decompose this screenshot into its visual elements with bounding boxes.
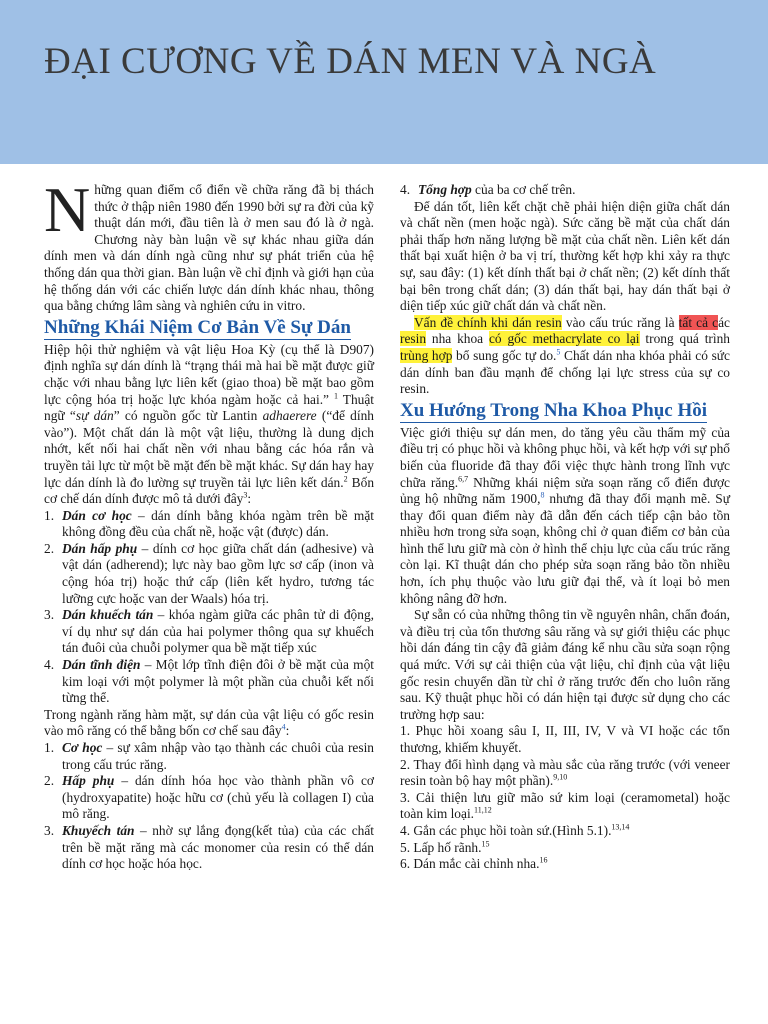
text-run: (“để dính vào”). Một chất dán là một vật liệu, thường là dung dịch nhớt, kết nối hai chất nền với nhau bằng các hóa rắn và truyền tải lực từ một bề mặt đến bề mặt khác. Sự dán hay hay lực dán dính là đo lường sự truyền tải lực liên kết dán. — [44, 408, 374, 490]
text-run: Thuật ngữ “ — [44, 391, 374, 424]
list-text: 4. Gắn các phục hồi toàn sứ.(Hình 5.1). — [400, 822, 612, 838]
list-number: 3. — [44, 822, 55, 838]
citation: 13,14 — [611, 822, 630, 832]
case-list — [400, 723, 730, 872]
highlight: Vấn đề chính khi dán resin — [414, 314, 562, 330]
list-text: – dán dính bằng khóa ngàm trên bề mặt không đồng đều của chất nề, hoặc vật (được) dán. — [62, 507, 374, 540]
text-run: Bốn cơ chế dán dính được mô tả dưới đây — [44, 474, 375, 507]
text-run: Hiệp hội thử nghiệm và vật liệu Hoa Kỳ (cụ thể là D907) định nghĩa sự dán dính là “trạng thái mà hai bề mặt được giữ chặc với nhau bằng lực liên kết (giao thoa) bề mặt bao gồm lực cộng hóa trị hoặc lực khóa ngàm hoặc cả hai.” — [44, 341, 374, 407]
list-item — [44, 773, 374, 823]
list-number: 3. — [44, 607, 55, 623]
dental-mechanism-list — [44, 740, 374, 873]
list-text: 5. Lấp hố rãnh. — [400, 839, 482, 855]
dental-paragraph — [44, 707, 374, 740]
list-item — [400, 840, 730, 857]
list-number: 1. — [44, 740, 55, 755]
section-heading: Xu Hướng Trong Nha Khoa Phục Hồi — [400, 399, 707, 421]
list-text: – nhờ sự lắng đọng(kết tủa) của các chất trên bề mặt răng mà các monomer của resin có thể dán dính cơ học hoặc hóa học. — [62, 822, 374, 872]
text-run: bổ sung gốc tự do. — [452, 347, 557, 363]
term: Dán khuếch tán — [62, 607, 154, 623]
list-item — [44, 823, 374, 873]
list-text: 2. Thay đổi hình dạng và màu sắc của răng trước (với veneer resin toàn bộ hay một phần). — [400, 756, 730, 789]
text-run: Những khái niệm sửa soạn răng cổ điển được ủng hộ những năm 1900, — [400, 474, 730, 507]
citation: 16 — [539, 855, 548, 865]
list-item — [400, 723, 730, 756]
citation: 11,12 — [474, 805, 492, 815]
resin-paragraph — [400, 315, 730, 398]
citation: 15 — [481, 839, 490, 849]
citation: 8 — [540, 490, 545, 500]
citation: 5 — [556, 347, 561, 357]
term: Dán hấp phụ — [62, 540, 138, 556]
citation: 3 — [243, 490, 248, 500]
list-item — [44, 541, 374, 607]
list-number: 4. — [44, 657, 55, 673]
list-text: – sự xâm nhập vào tạo thành các chuôi của resin trong cấu trúc răng. — [62, 740, 374, 772]
highlight: tất cả c — [678, 314, 719, 330]
list-text: 6. Dán mắc cài chỉnh nha. — [400, 856, 540, 872]
term: Khuyếch tán — [62, 822, 135, 838]
list-item — [400, 757, 730, 790]
list-text: – Một lớp tĩnh điện đôi ở bề mặt của một kim loại với một polymer là một phần của chuỗi kết nối từng thể. — [62, 657, 374, 706]
list-item — [400, 856, 730, 873]
list-number: 2. — [44, 540, 55, 556]
header-banner — [0, 0, 768, 164]
list-text: – dính cơ học giữa chất dán (adhesive) và vật dán (adherend); lực này bao gồm lực sơ cấp (inon và cộng hóa trị) hoặc thứ cấp (liên kết hydro, tương tác lưỡng cực hoặc van der Waals) hóa trị. — [62, 540, 375, 606]
text-run: : — [285, 723, 290, 739]
term: Cơ học — [62, 740, 103, 755]
text-run: Chất dán nha khóa phải có sức dán dính ban đầu mạnh để chống lại lực stress của sự co resin. — [400, 347, 730, 397]
intro-text: hững quan điểm cổ điển về chữa răng đã bị thách thức ở thập niên 1980 đến 1990 bởi sự ra đời của kỹ thuật dán mới, đầu tiên là ở men sau đó là ở ngà. Chương này bàn luận về sự khác nhau giữa dán dính men và dán dính ngà cũng như sự phát triển của hệ thống dán qua thời gian. Bàn luận về chỉ định và giới hạn của hệ thống dán với các chiến lược dán dính khác nhau, thông qua bằng chứng lâm sàng và nghiên cứu in vitro. — [44, 182, 374, 314]
list-number: 2. — [44, 773, 55, 789]
text-run: nha khoa — [426, 331, 489, 347]
text-run: ” có nguồn gốc từ Lantin — [113, 408, 263, 424]
list-item — [400, 823, 730, 840]
text-run: Trong ngành răng hàm mặt, sự dán của vật liệu có gốc resin vào mô răng có thể bằng bốn cơ chế sau đây — [44, 706, 374, 739]
text-run: Việc giới thiệu sự dán men, do tăng yêu cầu thẩm mỹ của điều trị có phục hồi và không phục hồi, và kết hợp với sự phổ biến của fluoride đã thay đổi việc thực hành trong lĩnh vực chữa răng. — [400, 424, 730, 490]
left-column — [44, 174, 375, 873]
drop-cap: N — [44, 174, 91, 245]
list-item — [44, 607, 374, 657]
list-item — [44, 740, 374, 773]
list-item — [400, 182, 730, 199]
citation: 6,7 — [458, 474, 469, 484]
list-text: – khóa ngàm giữa các phân tử di động, ví dụ như sự dán của hai polymer thông qua sự khuếch tán đuôi của chuỗi polymer qua bề mặt tiếp xúc — [62, 607, 374, 656]
citation: 1 — [334, 391, 338, 401]
list-text: của ba cơ chế trên. — [471, 182, 576, 197]
text-run: nhưng đã thay đổi mạnh mẽ. Sự thay đổi quan điểm này đã dẫn đến cách tiếp cận bảo tồn nhiều hơn trong sửa soạn, không chỉ ở quan điểm cơ bản của hình thể lưu giữ mà còn ở hình thể chịu lực của cấu trúc răng còn lại. Kĩ thuật dán cho phép sửa soạn răng bảo tồn nhiều hơn, ích phụ thuộc vào lưu giữ đại thể, và ít loại bỏ men không nâng đỡ hơn. — [400, 491, 730, 606]
text-run: trong quá trình — [639, 331, 730, 347]
text-run: : — [247, 491, 252, 507]
term: Dán cơ học — [62, 507, 132, 523]
term: Hấp phụ — [62, 773, 115, 789]
list-text: 1. Phục hồi xoang sâu I, II, III, IV, V và VI hoặc các tổn thương, khiếm khuyết. — [400, 723, 730, 755]
bond-paragraph: Để dán tốt, liên kết chặt chẽ phải hiện diện giữa chất dán và chất nền (men hoặc ngà). Sức căng bề mặt của chất dán phải thấp hơn năng lượng bề mặt của chất nền. Liên kết dán thất bại xuất hiện ở ba vị trí, thường kết hợp khi xảy ra thực sự, sau đây: (1) kết dính thất bại ở chất nền; (2) kết dính thất bại bên trong chất dán; (3) dán thất bại, hay dán thất bại ở diện tiếp xúc giữ chất dán và chất nền. — [400, 198, 730, 314]
list-text: 3. Cải thiện lưu giữ mão sứ kim loại (ceramometal) hoặc toàn kim loại. — [400, 789, 730, 822]
section-heading: Những Khái Niệm Cơ Bản Về Sự Dán — [44, 316, 351, 338]
list-number: 4. — [400, 182, 411, 197]
citation: 2 — [343, 474, 348, 484]
citation: 4 — [281, 722, 286, 732]
highlight: resin — [400, 331, 427, 347]
right-column — [400, 182, 730, 873]
list-item — [400, 790, 730, 823]
definition-paragraph — [44, 342, 374, 508]
trend-paragraph — [400, 425, 730, 608]
text-run: vào cấu trúc răng là — [561, 314, 679, 330]
highlight: có gốc methacrylate co lại — [488, 331, 640, 347]
term: Dán tĩnh điện — [62, 657, 141, 673]
term: Tổng hợp — [418, 182, 472, 197]
list-number: 1. — [44, 507, 55, 523]
availability-paragraph: Sự sẵn có của những thông tin về nguyên nhân, chẩn đoán, và điều trị của tổn thương sâu răng và sự giới thiệu các phục hồi dán đáng tin cậy đã giảm đáng kể nhu cầu sửa soạn rộng quá mức. Với sự cải thiện của vật liệu, chỉ định của vật liệu gốc resin chuyển dần từ chỉ ở răng trước đến cho luôn răng sau. Kỹ thuật phục hồi có dán hiện tại được sử dụng cho các trường hợp sau: — [400, 607, 730, 722]
list-text: – dán dính hóa học vào thành phần vô cơ (hydroxyapatite) hoặc hữu cơ (chủ yếu là collagen I) của mô răng. — [62, 773, 374, 822]
citation: 9,10 — [553, 772, 568, 782]
page-title: ĐẠI CƯƠNG VỀ DÁN MEN VÀ NGÀ — [44, 41, 657, 82]
list-item — [44, 657, 374, 707]
text-run: adhaerere — [262, 408, 317, 424]
text-run: ác — [718, 314, 730, 330]
mechanism-list — [44, 508, 374, 707]
intro-paragraph — [44, 174, 374, 315]
highlight: trùng hợp — [400, 347, 453, 363]
list-item — [44, 508, 374, 541]
text-run: sự dán — [75, 408, 114, 424]
